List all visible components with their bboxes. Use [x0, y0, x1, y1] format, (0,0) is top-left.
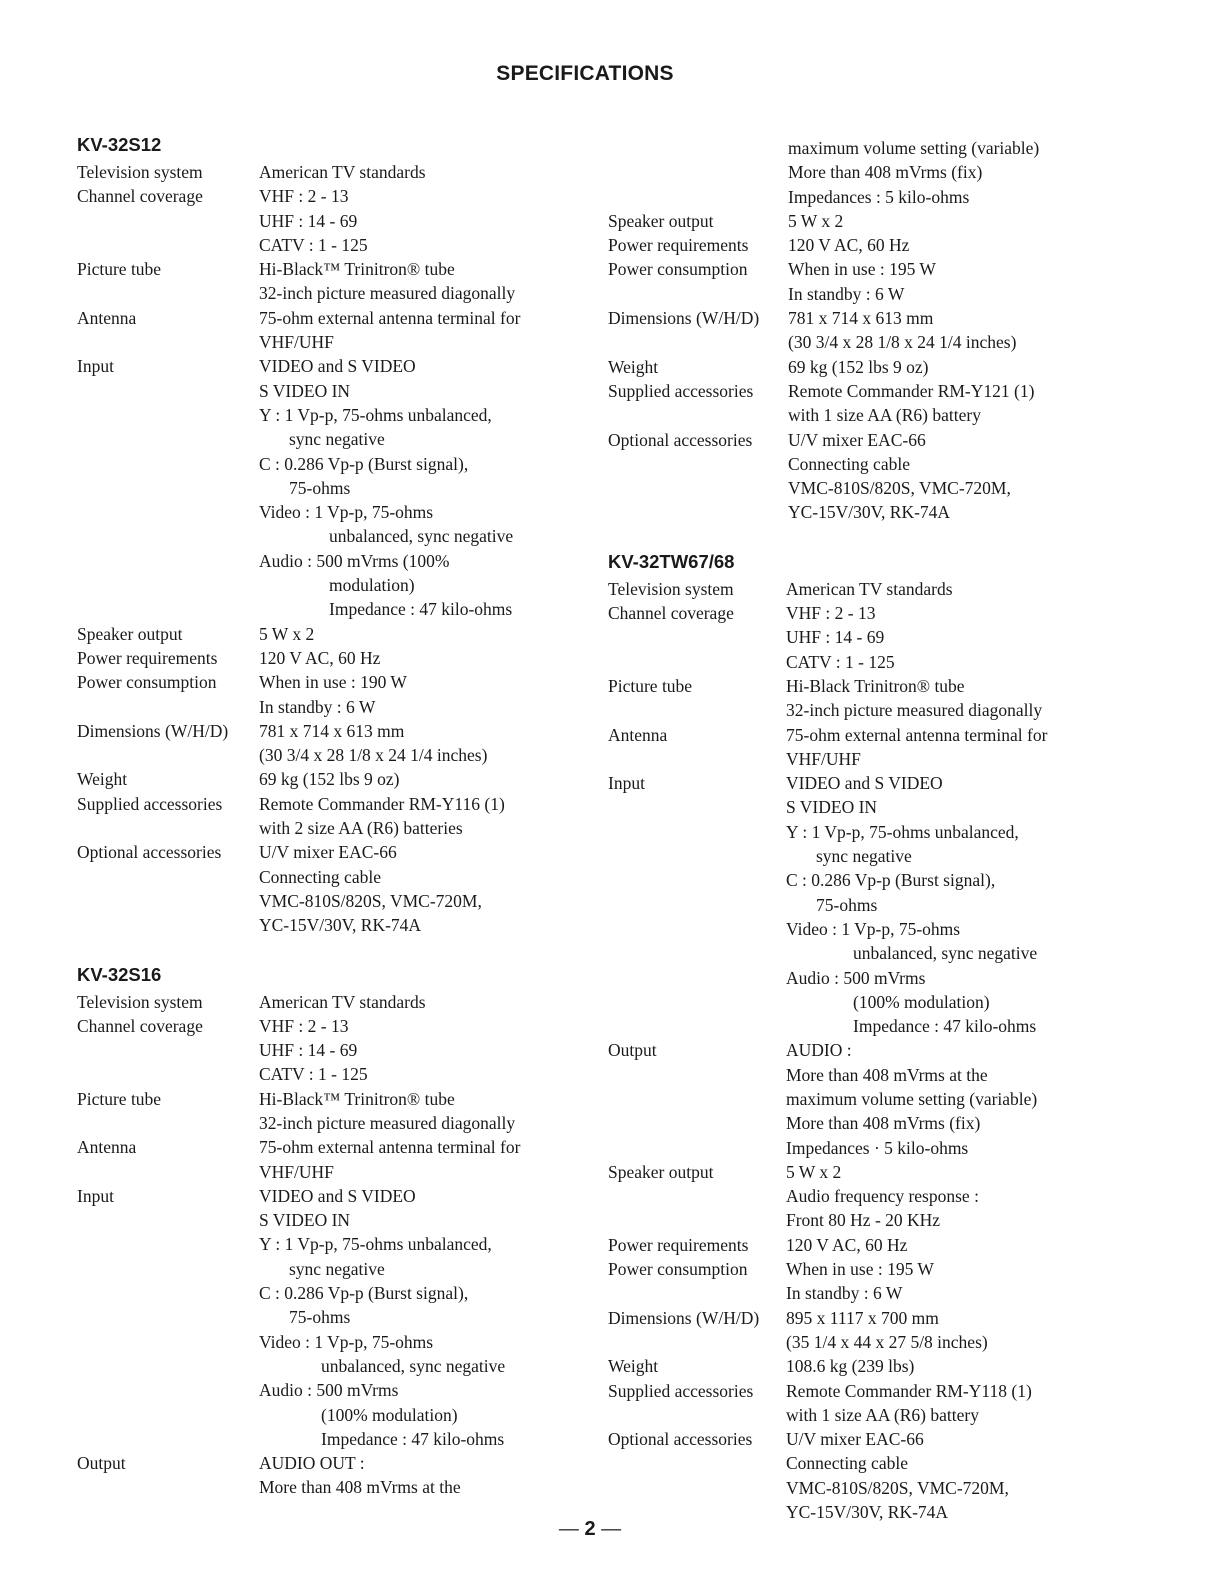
spec-power-requirements: [608, 233, 1148, 257]
spec-value: Video : 1 Vp-p, 75-ohms: [786, 918, 961, 939]
spec-television-system: [608, 577, 1148, 601]
spec-label: Weight: [77, 769, 128, 790]
spec-block-kv32s16-continued: [608, 136, 1148, 525]
spec-value: Y : 1 Vp-p, 75-ohms unbalanced,: [259, 1234, 492, 1255]
left-column: [77, 130, 617, 1500]
spec-label: Weight: [608, 1356, 659, 1377]
spec-label: Power consumption: [608, 1259, 748, 1280]
spec-value: More than 408 mVrms (fix): [788, 162, 983, 183]
spec-value: (100% modulation): [321, 1404, 458, 1425]
spec-value: 75-ohm external antenna terminal for: [259, 307, 521, 328]
spec-value: VHF : 2 - 13: [259, 1015, 349, 1036]
model-heading-kv32tw67: KV-32TW67/68: [608, 550, 735, 572]
spec-label: Output: [608, 1040, 657, 1061]
spec-label: Output: [77, 1453, 126, 1474]
spec-value: Hi-Black™ Trinitron® tube: [259, 1088, 455, 1109]
spec-label: Weight: [608, 356, 659, 377]
spec-value: More than 408 mVrms (fix): [786, 1113, 981, 1134]
spec-value: Connecting cable: [259, 866, 381, 887]
spec-value: VMC-810S/820S, VMC-720M,: [259, 890, 482, 911]
spec-value: (30 3/4 x 28 1/8 x 24 1/4 inches): [259, 745, 488, 766]
spec-value: Remote Commander RM-Y118 (1): [786, 1380, 1032, 1401]
spec-value: In standby : 6 W: [788, 283, 905, 304]
spec-label: Optional accessories: [608, 429, 753, 450]
spec-value: 75-ohms: [816, 894, 878, 915]
spec-value: CATV : 1 - 125: [786, 651, 895, 672]
spec-value: Audio : 500 mVrms (100%: [259, 550, 450, 571]
spec-antenna: [77, 306, 617, 355]
spec-channel-coverage: [608, 601, 1148, 674]
spec-power-requirements: [77, 646, 617, 670]
spec-value: UHF : 14 - 69: [259, 1040, 358, 1061]
spec-value: 32-inch picture measured diagonally: [259, 1112, 516, 1133]
spec-value: C : 0.286 Vp-p (Burst signal),: [259, 453, 469, 474]
spec-value: Audio frequency response :: [786, 1186, 979, 1207]
spec-value: sync negative: [816, 846, 912, 867]
spec-speaker-output: [608, 209, 1148, 233]
spec-value: CATV : 1 - 125: [259, 1064, 368, 1085]
spec-value: VHF/UHF: [259, 332, 334, 353]
spec-value: 69 kg (152 lbs 9 oz): [788, 356, 929, 377]
spec-value: In standby : 6 W: [259, 696, 376, 717]
page-number: [540, 1518, 640, 1541]
spec-value: 75-ohm external antenna terminal for: [259, 1137, 521, 1158]
spec-weight: [77, 767, 617, 791]
spec-value: C : 0.286 Vp-p (Burst signal),: [786, 870, 996, 891]
spec-value: VMC-810S/820S, VMC-720M,: [788, 478, 1011, 499]
spec-value: VIDEO and S VIDEO: [259, 356, 416, 377]
spec-value: Remote Commander RM-Y116 (1): [259, 793, 505, 814]
page-number-value: 2: [584, 1518, 596, 1540]
spec-value: YC-15V/30V, RK-74A: [259, 915, 422, 936]
spec-value: AUDIO :: [786, 1040, 852, 1061]
spec-value: CATV : 1 - 125: [259, 234, 368, 255]
spec-value: C : 0.286 Vp-p (Burst signal),: [259, 1283, 469, 1304]
spec-value: Connecting cable: [786, 1453, 908, 1474]
spec-label: Picture tube: [608, 675, 693, 696]
spec-picture-tube: [608, 674, 1148, 723]
spec-value: S VIDEO IN: [786, 797, 878, 818]
spec-input: [77, 1184, 617, 1451]
model-heading-kv32s12: KV-32S12: [77, 134, 162, 155]
spec-value: Y : 1 Vp-p, 75-ohms unbalanced,: [786, 821, 1019, 842]
spec-value: sync negative: [289, 1258, 385, 1279]
spec-label: Optional accessories: [608, 1429, 753, 1450]
spec-value: S VIDEO IN: [259, 1210, 351, 1231]
spec-value: U/V mixer EAC-66: [786, 1429, 924, 1450]
spec-optional-accessories: [608, 1427, 1148, 1524]
spec-value: with 1 size AA (R6) battery: [786, 1404, 979, 1425]
spec-label: Dimensions (W/H/D): [608, 1307, 760, 1328]
spec-value: UHF : 14 - 69: [259, 210, 358, 231]
spec-value: unbalanced, sync negative: [321, 1355, 506, 1376]
spec-dimensions: [608, 1306, 1148, 1355]
spec-antenna: [608, 723, 1148, 772]
spec-value: U/V mixer EAC-66: [259, 842, 397, 863]
spec-value: YC-15V/30V, RK-74A: [786, 1502, 949, 1523]
spec-supplied-accessories: [608, 1379, 1148, 1428]
spec-label: Input: [608, 773, 645, 794]
spec-label: Antenna: [608, 724, 668, 745]
page-dash-left: —: [558, 1518, 579, 1540]
spec-value: unbalanced, sync negative: [329, 526, 514, 547]
spec-value: UHF : 14 - 69: [786, 627, 885, 648]
spec-value: Impedances · 5 kilo-ohms: [786, 1137, 969, 1158]
spec-weight: [608, 355, 1148, 379]
spec-power-consumption: [608, 1257, 1148, 1306]
spec-block-kv32s12: [77, 160, 617, 938]
spec-value: 32-inch picture measured diagonally: [786, 700, 1043, 721]
spec-label: Speaker output: [608, 210, 714, 231]
spec-supplied-accessories: [608, 379, 1148, 428]
spec-value: Impedance : 47 kilo-ohms: [853, 1016, 1037, 1037]
spec-label: Channel coverage: [608, 603, 734, 624]
spec-value: S VIDEO IN: [259, 380, 351, 401]
spec-value: Y : 1 Vp-p, 75-ohms unbalanced,: [259, 404, 492, 425]
spec-value: Impedance : 47 kilo-ohms: [329, 599, 513, 620]
spec-value: 781 x 714 x 613 mm: [259, 720, 405, 741]
spec-value: Video : 1 Vp-p, 75-ohms: [259, 502, 434, 523]
spec-weight: [608, 1354, 1148, 1378]
spec-value: Impedance : 47 kilo-ohms: [321, 1428, 505, 1449]
page-title: SPECIFICATIONS: [496, 62, 674, 85]
spec-value: VIDEO and S VIDEO: [259, 1185, 416, 1206]
spec-television-system: [77, 160, 617, 184]
spec-label: Supplied accessories: [608, 1380, 754, 1401]
spec-value: American TV standards: [259, 162, 426, 182]
spec-value: AUDIO OUT :: [259, 1453, 365, 1474]
spec-label: Television system: [608, 578, 734, 599]
spec-value: 108.6 kg (239 lbs): [786, 1356, 915, 1377]
spec-power-consumption: [608, 257, 1148, 306]
spec-label: Channel coverage: [77, 186, 203, 207]
spec-value: VHF : 2 - 13: [259, 186, 349, 207]
spec-channel-coverage: [77, 1014, 617, 1087]
spec-value: When in use : 195 W: [786, 1259, 934, 1280]
spec-value: 5 W x 2: [786, 1161, 842, 1182]
spec-value: 5 W x 2: [788, 210, 844, 231]
spec-picture-tube: [77, 1087, 617, 1136]
spec-value: Remote Commander RM-Y121 (1): [788, 380, 1035, 401]
spec-value: U/V mixer EAC-66: [788, 429, 926, 450]
spec-label: Input: [77, 1185, 114, 1206]
spec-value: modulation): [329, 575, 415, 596]
spec-value: maximum volume setting (variable): [788, 138, 1040, 158]
spec-label: Supplied accessories: [608, 380, 754, 401]
spec-value: Front 80 Hz - 20 KHz: [786, 1210, 941, 1231]
spec-value: 895 x 1117 x 700 mm: [786, 1307, 939, 1328]
spec-value: VHF/UHF: [786, 748, 861, 769]
spec-label: Power requirements: [608, 1234, 749, 1255]
spec-value: American TV standards: [259, 991, 426, 1012]
spec-dimensions: [608, 306, 1148, 355]
spec-value: Hi-Black™ Trinitron® tube: [259, 259, 455, 280]
spec-value: When in use : 195 W: [788, 259, 936, 280]
spec-value: 75-ohms: [289, 477, 351, 498]
spec-optional-accessories: [77, 840, 617, 937]
spec-power-consumption: [77, 670, 617, 719]
spec-value: 69 kg (152 lbs 9 oz): [259, 769, 400, 790]
spec-value: maximum volume setting (variable): [786, 1088, 1038, 1109]
spec-value: When in use : 190 W: [259, 672, 407, 693]
spec-value: 781 x 714 x 613 mm: [788, 308, 934, 329]
spec-value: with 2 size AA (R6) batteries: [259, 818, 463, 839]
spec-label: Power requirements: [608, 235, 749, 256]
spec-value: 5 W x 2: [259, 623, 315, 644]
spec-label: Dimensions (W/H/D): [608, 308, 760, 329]
spec-value: Video : 1 Vp-p, 75-ohms: [259, 1331, 434, 1352]
spec-value: 32-inch picture measured diagonally: [259, 283, 516, 304]
spec-label: Supplied accessories: [77, 793, 223, 814]
spec-value: More than 408 mVrms at the: [259, 1477, 461, 1498]
spec-label: Optional accessories: [77, 842, 222, 863]
spec-channel-coverage: [77, 184, 617, 257]
right-column: [608, 136, 1148, 1524]
spec-speaker-output: [77, 622, 617, 646]
spec-value: In standby : 6 W: [786, 1283, 903, 1304]
spec-label: Power consumption: [608, 259, 748, 280]
spec-label: Power consumption: [77, 672, 217, 693]
spec-label: Dimensions (W/H/D): [77, 720, 229, 741]
spec-output: [608, 1038, 1148, 1159]
spec-power-requirements: [608, 1233, 1148, 1257]
spec-label: Antenna: [77, 1137, 137, 1158]
spec-value: American TV standards: [786, 578, 953, 599]
spec-label: Television system: [77, 991, 203, 1012]
spec-label: Antenna: [77, 307, 137, 328]
model-heading-kv32s16: KV-32S16: [77, 963, 162, 985]
spec-dimensions: [77, 719, 617, 768]
spec-value: unbalanced, sync negative: [853, 943, 1038, 964]
page-dash-right: —: [601, 1518, 622, 1540]
spec-value: 120 V AC, 60 Hz: [788, 235, 910, 256]
spec-label: Picture tube: [77, 259, 162, 280]
spec-value: Audio : 500 mVrms: [786, 967, 926, 988]
spec-value: VMC-810S/820S, VMC-720M,: [786, 1477, 1009, 1498]
spec-label: Speaker output: [608, 1161, 714, 1182]
spec-value: VHF/UHF: [259, 1161, 334, 1182]
spec-speaker-output: [608, 1160, 1148, 1233]
spec-value: Connecting cable: [788, 453, 910, 474]
spec-value: 120 V AC, 60 Hz: [259, 647, 381, 668]
spec-value: (35 1/4 x 44 x 27 5/8 inches): [786, 1331, 988, 1352]
spec-label: Input: [77, 356, 114, 377]
spec-block-kv32tw67: [608, 577, 1148, 1525]
spec-value: 120 V AC, 60 Hz: [786, 1234, 908, 1255]
spec-optional-accessories: [608, 428, 1148, 525]
spec-value: 75-ohm external antenna terminal for: [786, 724, 1048, 745]
spec-label: Power requirements: [77, 647, 218, 668]
spec-value: with 1 size AA (R6) battery: [788, 405, 981, 426]
spec-output-continued: [608, 136, 1148, 209]
spec-value: YC-15V/30V, RK-74A: [788, 502, 951, 523]
spec-value: (100% modulation): [853, 991, 990, 1012]
spec-antenna: [77, 1135, 617, 1184]
spec-label: Speaker output: [77, 623, 183, 644]
spec-output: [77, 1451, 617, 1500]
spec-label: Picture tube: [77, 1088, 162, 1109]
spec-value: 75-ohms: [289, 1307, 351, 1328]
spec-picture-tube: [77, 257, 617, 306]
spec-input: [608, 771, 1148, 1038]
spec-value: More than 408 mVrms at the: [786, 1064, 988, 1085]
spec-label: Television system: [77, 162, 203, 182]
spec-supplied-accessories: [77, 792, 617, 841]
spec-television-system: [77, 990, 617, 1014]
spec-input: [77, 354, 617, 621]
spec-value: Impedances : 5 kilo-ohms: [788, 186, 970, 207]
spec-label: Channel coverage: [77, 1015, 203, 1036]
spec-value: Hi-Black Trinitron® tube: [786, 675, 965, 696]
spec-value: VIDEO and S VIDEO: [786, 773, 943, 794]
spec-value: Audio : 500 mVrms: [259, 1380, 399, 1401]
spec-value: (30 3/4 x 28 1/8 x 24 1/4 inches): [788, 332, 1017, 353]
spec-block-kv32s16: [77, 990, 617, 1500]
spec-value: sync negative: [289, 429, 385, 450]
spec-value: VHF : 2 - 13: [786, 603, 876, 624]
